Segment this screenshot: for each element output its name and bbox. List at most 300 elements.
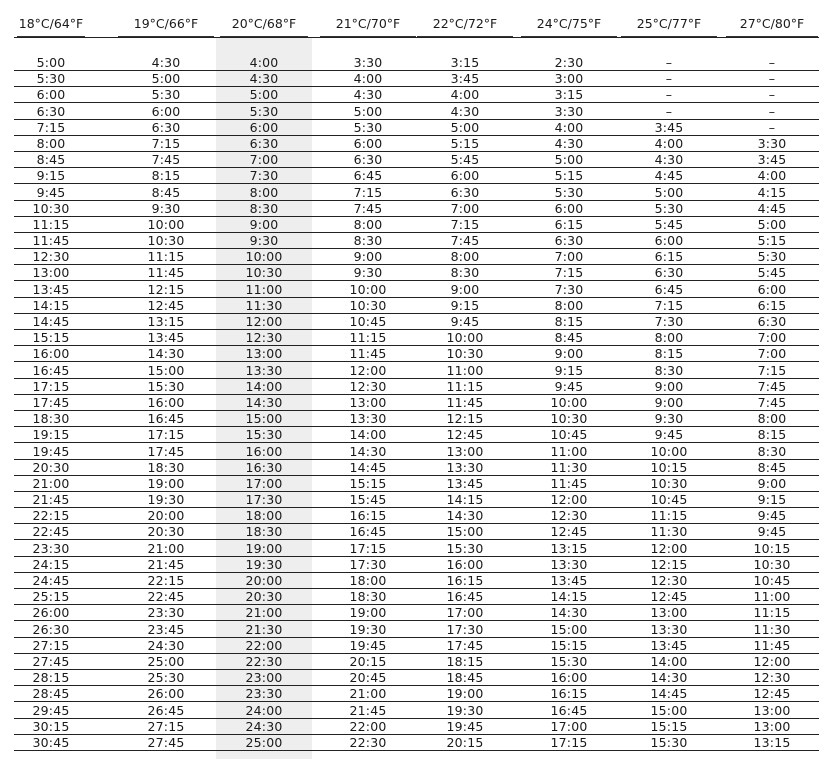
table-cell: 8:30	[249, 200, 279, 216]
table-cell: 12:45	[550, 524, 588, 540]
column-header: 21°C/70°F	[320, 16, 416, 37]
table-cell: 12:30	[245, 330, 283, 346]
table-row	[14, 719, 819, 735]
table-cell: 15:15	[32, 330, 70, 346]
table-row	[14, 120, 819, 136]
table-row	[14, 670, 819, 686]
table-row	[14, 492, 819, 508]
table-cell: 4:30	[554, 135, 584, 151]
table-cell: 19:30	[245, 556, 283, 572]
table-cell: 7:00	[450, 200, 480, 216]
table-cell: 17:30	[446, 621, 484, 637]
table-cell: –	[768, 103, 776, 119]
table-cell: 16:45	[550, 702, 588, 718]
table-cell: 8:45	[36, 152, 66, 168]
table-cell: 5:00	[249, 87, 279, 103]
table-cell: 16:00	[550, 670, 588, 686]
table-cell: 19:00	[349, 605, 387, 621]
table-cell: 15:15	[550, 637, 588, 653]
table-cell: 6:15	[654, 249, 684, 265]
table-cell: 8:15	[554, 314, 584, 329]
table-cell: 19:00	[245, 540, 283, 556]
table-cell: 21:45	[32, 492, 70, 508]
table-cell: 15:30	[147, 378, 185, 394]
table-cell: 14:45	[32, 314, 70, 329]
table-cell: 23:30	[147, 605, 185, 621]
table-cell: 4:30	[353, 87, 383, 103]
table-cell: 3:45	[450, 71, 480, 87]
table-row	[14, 557, 819, 573]
table-cell: 17:45	[446, 637, 484, 653]
table-cell: 7:00	[757, 330, 787, 346]
table-row	[14, 686, 819, 702]
table-cell: 13:45	[650, 637, 688, 653]
table-cell: 6:00	[554, 200, 584, 216]
table-cell: 8:15	[151, 168, 181, 184]
table-cell: 20:00	[245, 573, 283, 588]
table-cell: 17:15	[550, 734, 588, 750]
table-cell: 26:00	[32, 605, 70, 621]
table-cell: 20:45	[349, 670, 387, 686]
table-cell: 16:15	[550, 686, 588, 702]
table-cell: 5:30	[554, 184, 584, 200]
table-cell: 9:00	[249, 216, 279, 232]
table-row	[14, 103, 819, 119]
table-cell: 17:45	[147, 443, 185, 459]
table-cell: 6:00	[757, 281, 787, 297]
table-cell: 6:00	[450, 168, 480, 184]
time-table	[14, 37, 819, 751]
table-cell: 7:15	[554, 265, 584, 281]
table-cell: 9:15	[450, 297, 480, 313]
table-cell: 8:30	[353, 233, 383, 249]
table-cell: 5:15	[757, 233, 787, 249]
table-cell: 9:00	[353, 249, 383, 265]
table-cell: 12:00	[349, 362, 387, 378]
table-cell: 18:00	[349, 573, 387, 588]
table-cell: 5:00	[554, 152, 584, 168]
table-cell: 9:00	[757, 475, 787, 491]
table-row	[14, 476, 819, 492]
table-cell: 6:45	[353, 168, 383, 184]
table-cell: 11:30	[650, 524, 688, 540]
table-cell: 13:45	[550, 573, 588, 588]
table-cell: 13:00	[753, 718, 791, 734]
table-cell: 28:15	[32, 670, 70, 686]
table-cell: 11:15	[753, 605, 791, 621]
table-cell: 21:45	[349, 702, 387, 718]
table-cell: 29:45	[32, 702, 70, 718]
table-row	[14, 702, 819, 718]
table-cell: 20:15	[349, 653, 387, 669]
table-cell: 22:45	[147, 589, 185, 605]
table-row	[14, 605, 819, 621]
table-row	[14, 411, 819, 427]
table-cell: 6:00	[353, 135, 383, 151]
table-cell: 15:30	[245, 427, 283, 443]
table-cell: 6:30	[450, 184, 480, 200]
table-cell: 5:30	[249, 103, 279, 119]
table-cell: 26:30	[32, 621, 70, 637]
table-cell: 19:30	[349, 621, 387, 637]
table-cell: 10:00	[446, 330, 484, 346]
table-cell: 24:45	[32, 573, 70, 588]
table-cell: 4:45	[654, 168, 684, 184]
table-cell: 14:30	[245, 394, 283, 410]
table-cell: –	[665, 71, 673, 87]
table-cell: 17:15	[147, 427, 185, 443]
table-cell: 24:00	[245, 702, 283, 718]
table-cell: 7:30	[654, 314, 684, 329]
table-cell: 13:45	[32, 281, 70, 297]
table-cell: 10:00	[147, 216, 185, 232]
table-cell: 15:30	[550, 653, 588, 669]
table-cell: 13:00	[446, 443, 484, 459]
table-cell: 23:30	[245, 686, 283, 702]
table-cell: 23:45	[147, 621, 185, 637]
table-cell: 30:15	[32, 718, 70, 734]
table-cell: 10:30	[32, 200, 70, 216]
table-cell: 5:00	[450, 119, 480, 135]
table-cell: 5:00	[151, 71, 181, 87]
table-cell: 21:30	[245, 621, 283, 637]
table-cell: 23:00	[245, 670, 283, 686]
table-cell: 19:45	[349, 637, 387, 653]
table-cell: 5:00	[36, 55, 66, 70]
table-cell: 9:45	[757, 524, 787, 540]
table-cell: 13:00	[753, 702, 791, 718]
table-cell: 9:45	[654, 427, 684, 443]
table-cell: 14:30	[550, 605, 588, 621]
table-cell: 17:45	[32, 394, 70, 410]
table-cell: 4:15	[757, 184, 787, 200]
table-cell: 9:30	[249, 233, 279, 249]
table-cell: 13:15	[147, 314, 185, 329]
table-cell: 8:00	[554, 297, 584, 313]
table-cell: 8:15	[757, 427, 787, 443]
table-cell: 15:00	[550, 621, 588, 637]
table-cell: 18:00	[245, 508, 283, 524]
table-cell: 18:15	[446, 653, 484, 669]
table-cell: 25:00	[147, 653, 185, 669]
table-cell: 9:45	[757, 508, 787, 524]
table-cell: 4:30	[151, 55, 181, 70]
table-cell: 14:15	[550, 589, 588, 605]
table-cell: 5:15	[450, 135, 480, 151]
table-cell: 11:15	[147, 249, 185, 265]
table-row	[14, 298, 819, 314]
table-cell: 19:00	[446, 686, 484, 702]
table-cell: 12:15	[147, 281, 185, 297]
table-cell: 8:45	[554, 330, 584, 346]
table-cell: 20:00	[147, 508, 185, 524]
table-cell: 6:30	[151, 119, 181, 135]
table-row	[14, 508, 819, 524]
table-cell: 21:00	[32, 475, 70, 491]
table-cell: –	[768, 55, 776, 70]
table-cell: 10:30	[446, 346, 484, 362]
table-cell: 4:00	[554, 119, 584, 135]
table-cell: 7:45	[353, 200, 383, 216]
table-cell: 22:00	[349, 718, 387, 734]
table-cell: 5:30	[353, 119, 383, 135]
table-cell: 13:30	[446, 459, 484, 475]
table-cell: 19:15	[32, 427, 70, 443]
table-cell: 12:00	[650, 540, 688, 556]
table-cell: 14:15	[32, 297, 70, 313]
table-cell: 7:15	[151, 135, 181, 151]
table-cell: 14:00	[650, 653, 688, 669]
table-cell: 6:30	[654, 265, 684, 281]
table-cell: 11:15	[349, 330, 387, 346]
table-cell: 12:30	[349, 378, 387, 394]
table-cell: 9:30	[151, 200, 181, 216]
table-cell: 18:30	[32, 411, 70, 427]
table-row	[14, 638, 819, 654]
table-cell: 7:45	[757, 378, 787, 394]
table-cell: 22:15	[147, 573, 185, 588]
table-cell: 8:00	[654, 330, 684, 346]
table-cell: 30:45	[32, 734, 70, 750]
table-cell: 14:00	[349, 427, 387, 443]
table-row	[14, 281, 819, 297]
table-cell: 7:15	[757, 362, 787, 378]
table-cell: 11:45	[753, 637, 791, 653]
table-cell: 15:15	[650, 718, 688, 734]
table-cell: 11:00	[753, 589, 791, 605]
table-cell: 22:30	[245, 653, 283, 669]
table-row	[14, 362, 819, 378]
table-cell: 13:30	[650, 621, 688, 637]
table-cell: 18:30	[147, 459, 185, 475]
table-cell: 8:00	[757, 411, 787, 427]
table-cell: 12:45	[147, 297, 185, 313]
table-cell: 12:45	[753, 686, 791, 702]
table-cell: 20:15	[446, 734, 484, 750]
table-cell: 13:30	[245, 362, 283, 378]
table-cell: 25:00	[245, 734, 283, 750]
table-cell: 10:45	[753, 573, 791, 588]
table-row	[14, 654, 819, 670]
table-cell: 12:15	[650, 556, 688, 572]
table-cell: 7:15	[654, 297, 684, 313]
table-cell: 10:30	[147, 233, 185, 249]
table-cell: 22:45	[32, 524, 70, 540]
table-cell: 17:00	[446, 605, 484, 621]
table-cell: 3:00	[554, 71, 584, 87]
table-cell: 8:00	[353, 216, 383, 232]
table-cell: 18:45	[446, 670, 484, 686]
table-cell: 27:45	[147, 734, 185, 750]
table-cell: 5:45	[450, 152, 480, 168]
table-row	[14, 217, 819, 233]
table-cell: 11:30	[245, 297, 283, 313]
table-row	[14, 735, 819, 751]
table-cell: 19:00	[147, 475, 185, 491]
table-cell: 4:30	[249, 71, 279, 87]
column-header: 22°C/72°F	[417, 16, 513, 37]
table-cell: 16:00	[245, 443, 283, 459]
table-cell: 21:00	[147, 540, 185, 556]
table-cell: 16:45	[446, 589, 484, 605]
table-cell: 27:45	[32, 653, 70, 669]
table-cell: 3:15	[554, 87, 584, 103]
table-cell: 10:45	[550, 427, 588, 443]
table-cell: 11:45	[147, 265, 185, 281]
table-cell: 5:45	[757, 265, 787, 281]
table-cell: 15:30	[650, 734, 688, 750]
table-cell: 16:00	[446, 556, 484, 572]
table-cell: 14:45	[349, 459, 387, 475]
table-cell: 7:00	[757, 346, 787, 362]
table-cell: 14:15	[446, 492, 484, 508]
table-row	[14, 233, 819, 249]
table-cell: 7:00	[554, 249, 584, 265]
table-cell: 18:30	[245, 524, 283, 540]
table-cell: 9:45	[554, 378, 584, 394]
table-cell: 8:00	[450, 249, 480, 265]
table-row	[14, 443, 819, 459]
table-cell: 8:30	[450, 265, 480, 281]
table-cell: 19:45	[32, 443, 70, 459]
table-cell: 6:30	[353, 152, 383, 168]
table-cell: 10:00	[650, 443, 688, 459]
table-cell: 28:45	[32, 686, 70, 702]
table-cell: 14:30	[446, 508, 484, 524]
table-row	[14, 201, 819, 217]
table-row	[14, 589, 819, 605]
table-cell: 9:00	[450, 281, 480, 297]
table-cell: 25:15	[32, 589, 70, 605]
column-header: 20°C/68°F	[220, 16, 308, 37]
table-cell: 13:00	[650, 605, 688, 621]
table-cell: 11:15	[446, 378, 484, 394]
table-cell: 9:45	[36, 184, 66, 200]
table-cell: 11:30	[550, 459, 588, 475]
table-cell: 19:30	[446, 702, 484, 718]
column-header: 24°C/75°F	[521, 16, 617, 37]
table-cell: 4:00	[654, 135, 684, 151]
table-row	[14, 184, 819, 200]
table-row	[14, 71, 819, 87]
table-row	[14, 314, 819, 330]
table-cell: 13:00	[32, 265, 70, 281]
table-cell: 10:00	[349, 281, 387, 297]
table-cell: 26:00	[147, 686, 185, 702]
table-cell: 9:00	[654, 394, 684, 410]
table-cell: 9:15	[36, 168, 66, 184]
table-cell: 15:00	[147, 362, 185, 378]
table-cell: 24:15	[32, 556, 70, 572]
table-cell: 9:15	[757, 492, 787, 508]
table-cell: 13:30	[550, 556, 588, 572]
table-cell: 4:30	[654, 152, 684, 168]
table-cell: 7:15	[353, 184, 383, 200]
table-cell: 22:30	[349, 734, 387, 750]
table-cell: 8:30	[757, 443, 787, 459]
table-cell: 10:15	[753, 540, 791, 556]
table-cell: 7:15	[36, 119, 66, 135]
table-cell: 10:00	[245, 249, 283, 265]
table-cell: 6:45	[654, 281, 684, 297]
table-cell: 12:00	[753, 653, 791, 669]
table-cell: 10:45	[650, 492, 688, 508]
table-cell: 15:30	[446, 540, 484, 556]
table-row	[14, 524, 819, 540]
table-cell: 16:15	[446, 573, 484, 588]
table-cell: 8:00	[36, 135, 66, 151]
table-cell: 5:15	[554, 168, 584, 184]
table-cell: 6:30	[249, 135, 279, 151]
table-cell: 11:15	[32, 216, 70, 232]
table-cell: –	[665, 103, 673, 119]
table-cell: –	[768, 119, 776, 135]
table-cell: 6:30	[554, 233, 584, 249]
table-cell: 4:30	[450, 103, 480, 119]
table-cell: 13:00	[245, 346, 283, 362]
table-cell: 12:00	[245, 314, 283, 329]
table-cell: 4:00	[757, 168, 787, 184]
table-cell: 10:00	[550, 394, 588, 410]
table-cell: 15:00	[446, 524, 484, 540]
table-cell: 10:30	[349, 297, 387, 313]
table-cell: 7:45	[151, 152, 181, 168]
table-cell: 5:45	[654, 216, 684, 232]
table-cell: 13:00	[349, 394, 387, 410]
table-cell: 25:30	[147, 670, 185, 686]
table-cell: 19:30	[147, 492, 185, 508]
table-cell: 16:45	[147, 411, 185, 427]
table-cell: 7:30	[249, 168, 279, 184]
table-cell: 24:30	[245, 718, 283, 734]
table-cell: 18:30	[349, 589, 387, 605]
table-cell: 20:30	[147, 524, 185, 540]
table-cell: 3:30	[757, 135, 787, 151]
table-cell: 6:00	[36, 87, 66, 103]
table-row	[14, 38, 819, 71]
table-cell: 7:00	[249, 152, 279, 168]
table-cell: 11:45	[446, 394, 484, 410]
table-cell: 9:00	[654, 378, 684, 394]
table-cell: 6:30	[757, 314, 787, 329]
table-cell: 13:15	[753, 734, 791, 750]
table-cell: 10:30	[550, 411, 588, 427]
table-cell: 22:15	[32, 508, 70, 524]
table-cell: 20:30	[32, 459, 70, 475]
table-cell: 10:30	[650, 475, 688, 491]
column-header: 18°C/64°F	[17, 16, 85, 37]
table-cell: 5:00	[757, 216, 787, 232]
table-header	[0, 0, 833, 37]
table-row	[14, 395, 819, 411]
table-cell: 5:30	[757, 249, 787, 265]
table-cell: 7:45	[757, 394, 787, 410]
table-cell: 5:00	[353, 103, 383, 119]
table-cell: 24:30	[147, 637, 185, 653]
table-cell: 11:45	[32, 233, 70, 249]
table-cell: 9:30	[353, 265, 383, 281]
table-cell: 14:30	[147, 346, 185, 362]
table-cell: 8:30	[654, 362, 684, 378]
table-cell: 10:30	[245, 265, 283, 281]
table-row	[14, 168, 819, 184]
table-cell: 12:15	[446, 411, 484, 427]
table-cell: 21:45	[147, 556, 185, 572]
table-row	[14, 427, 819, 443]
table-cell: 21:00	[349, 686, 387, 702]
table-cell: 26:45	[147, 702, 185, 718]
table-cell: –	[665, 87, 673, 103]
